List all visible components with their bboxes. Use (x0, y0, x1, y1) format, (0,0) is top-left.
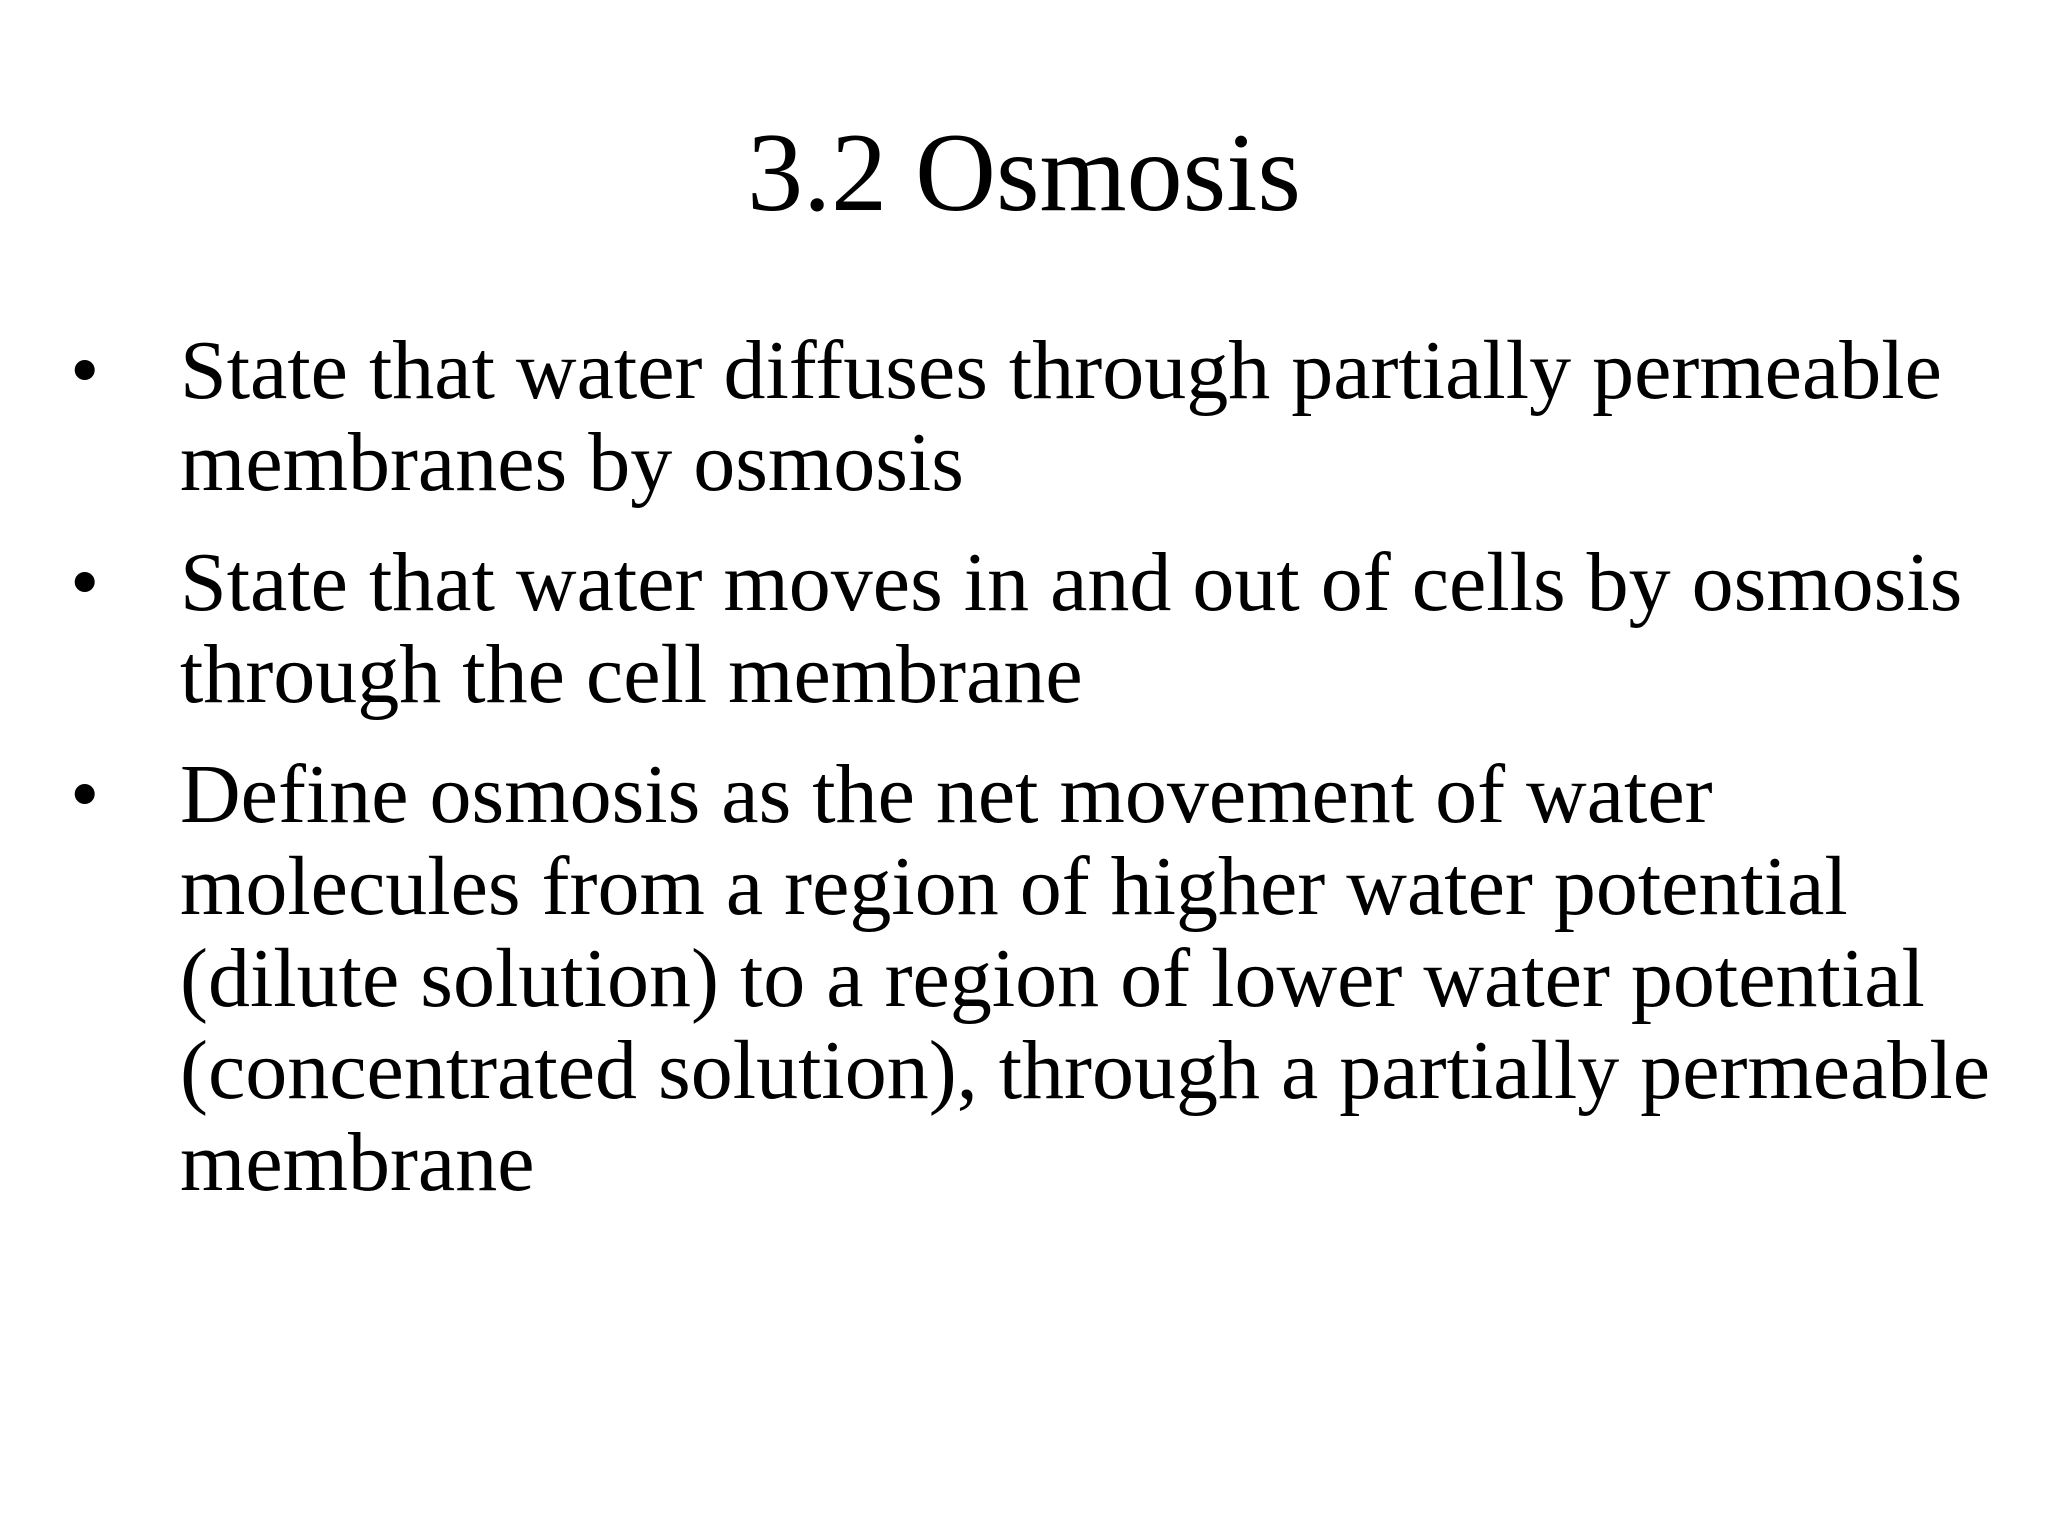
bullet-icon: • (70, 324, 100, 417)
list-item (0, 325, 2048, 509)
bullet-text: State that water diffuses through partially permeable membranes by osmosis (180, 324, 1942, 509)
list-item (0, 537, 2048, 721)
bullet-icon: • (70, 748, 100, 841)
bullet-icon: • (70, 536, 100, 629)
slide-title: 3.2 Osmosis (747, 111, 1301, 235)
bullet-text: Define osmosis as the net movement of water molecules from a region of higher water potential (dilute solution) to a region of lower water potential (concentrated solution), through a partially permeable membrane (180, 748, 1990, 1209)
bullet-text: State that water moves in and out of cells by osmosis through the cell membrane (180, 536, 1963, 721)
bullet-list (0, 325, 2048, 1237)
list-item (0, 749, 2048, 1209)
